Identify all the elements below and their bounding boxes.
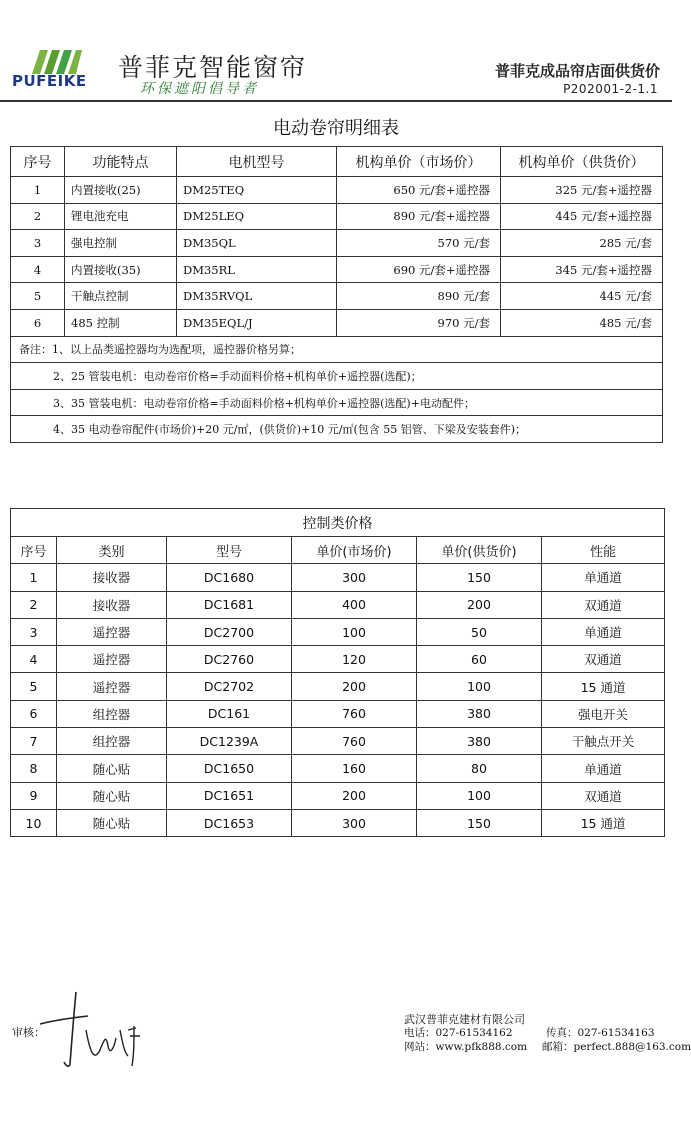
company-name: 武汉普菲克建材有限公司	[404, 1013, 525, 1026]
cell-index: 5	[11, 283, 65, 310]
table-row	[11, 283, 663, 310]
cell-supply-price: 60	[417, 646, 542, 673]
column-header: 单价(供货价)	[417, 537, 542, 564]
table-row	[11, 728, 665, 755]
cell-index: 6	[11, 309, 65, 336]
table-row	[11, 646, 665, 673]
cell-market-price: 970 元/套	[337, 309, 501, 336]
note-row	[11, 416, 663, 443]
table-row	[11, 673, 665, 700]
cell-market-price: 690 元/套+遥控器	[337, 256, 501, 283]
column-header: 类别	[57, 537, 167, 564]
cell-market-price: 120	[292, 646, 417, 673]
column-header: 机构单价（供货价）	[501, 147, 663, 177]
table-row	[11, 809, 665, 836]
cell-performance: 单通道	[542, 564, 665, 591]
cell-category: 随心贴	[57, 782, 167, 809]
table-row	[11, 309, 663, 336]
brand-slogan: 环保遮阳倡导者	[140, 81, 259, 97]
column-header: 序号	[11, 537, 57, 564]
cell-performance: 单通道	[542, 618, 665, 645]
table-row	[11, 256, 663, 283]
control-price-table	[10, 508, 665, 837]
document-heading: 普菲克成品帘店面供货价	[494, 62, 660, 80]
cell-model: DC1680	[167, 564, 292, 591]
cell-model: DM35RL	[177, 256, 337, 283]
column-header: 型号	[167, 537, 292, 564]
cell-model: DM35RVQL	[177, 283, 337, 310]
table-row	[11, 782, 665, 809]
cell-supply-price: 345 元/套+遥控器	[501, 256, 663, 283]
cell-supply-price: 100	[417, 782, 542, 809]
cell-model: DC1650	[167, 755, 292, 782]
review-label: 审核：	[12, 1026, 45, 1039]
table-row	[11, 591, 665, 618]
cell-model: DC1653	[167, 809, 292, 836]
column-header: 性能	[542, 537, 665, 564]
cell-model: DM25LEQ	[177, 203, 337, 230]
column-header: 功能特点	[65, 147, 177, 177]
cell-market-price: 650 元/套+遥控器	[337, 177, 501, 204]
cell-supply-price: 380	[417, 700, 542, 727]
cell-index: 8	[11, 755, 57, 782]
table-row	[11, 230, 663, 257]
cell-index: 1	[11, 564, 57, 591]
cell-category: 接收器	[57, 591, 167, 618]
cell-index: 2	[11, 591, 57, 618]
cell-feature: 485 控制	[65, 309, 177, 336]
cell-index: 3	[11, 618, 57, 645]
column-header: 单价(市场价)	[292, 537, 417, 564]
cell-index: 3	[11, 230, 65, 257]
motor-price-table	[10, 146, 663, 443]
table-row	[11, 700, 665, 727]
cell-model: DC1239A	[167, 728, 292, 755]
cell-supply-price: 50	[417, 618, 542, 645]
cell-feature: 干触点控制	[65, 283, 177, 310]
cell-category: 接收器	[57, 564, 167, 591]
table1-title: 电动卷帘明细表	[273, 118, 399, 139]
cell-supply-price: 325 元/套+遥控器	[501, 177, 663, 204]
cell-index: 7	[11, 728, 57, 755]
company-email: 邮箱：perfect.888@163.com	[542, 1041, 691, 1053]
cell-supply-price: 485 元/套	[501, 309, 663, 336]
company-phone: 电话：027-61534162	[404, 1027, 513, 1039]
cell-category: 遥控器	[57, 646, 167, 673]
cell-index: 4	[11, 256, 65, 283]
cell-market-price: 300	[292, 809, 417, 836]
cell-model: DM35EQL/J	[177, 309, 337, 336]
table-row	[11, 177, 663, 204]
table-row	[11, 564, 665, 591]
cell-model: DM35QL	[177, 230, 337, 257]
cell-index: 5	[11, 673, 57, 700]
cell-performance: 干触点开关	[542, 728, 665, 755]
cell-model: DC2700	[167, 618, 292, 645]
cell-performance: 单通道	[542, 755, 665, 782]
logo-leaf-icon	[30, 48, 82, 74]
company-fax: 传真：027-61534163	[546, 1027, 655, 1039]
note-text: 2、25 管装电机：电动卷帘价格=手动面料价格+机构单价+遥控器(选配)；	[11, 363, 663, 390]
cell-feature: 强电控制	[65, 230, 177, 257]
cell-supply-price: 285 元/套	[501, 230, 663, 257]
cell-market-price: 300	[292, 564, 417, 591]
cell-supply-price: 80	[417, 755, 542, 782]
cell-supply-price: 150	[417, 564, 542, 591]
cell-model: DC1681	[167, 591, 292, 618]
cell-index: 4	[11, 646, 57, 673]
cell-model: DM25TEQ	[177, 177, 337, 204]
cell-supply-price: 150	[417, 809, 542, 836]
cell-model: DC1651	[167, 782, 292, 809]
cell-category: 随心贴	[57, 755, 167, 782]
cell-market-price: 890 元/套	[337, 283, 501, 310]
document-code: P202001-2-1.1	[563, 82, 658, 96]
brand-name: 普菲克智能窗帘	[118, 53, 308, 82]
cell-performance: 强电开关	[542, 700, 665, 727]
header-divider	[0, 100, 672, 102]
note-text: 4、35 电动卷帘配件(市场价)+20 元/㎡，(供货价)+10 元/㎡(包含 55 铝管、下梁及安装套件)；	[11, 416, 663, 443]
note-row	[11, 363, 663, 390]
table-row	[11, 755, 665, 782]
note-text: 3、35 管装电机：电动卷帘价格=手动面料价格+机构单价+遥控器(选配)+电动配件；	[11, 389, 663, 416]
cell-feature: 内置接收(35)	[65, 256, 177, 283]
column-header: 电机型号	[177, 147, 337, 177]
cell-performance: 15 通道	[542, 809, 665, 836]
letterhead	[0, 0, 672, 104]
cell-category: 组控器	[57, 728, 167, 755]
cell-feature: 锂电池充电	[65, 203, 177, 230]
cell-market-price: 160	[292, 755, 417, 782]
cell-performance: 双通道	[542, 646, 665, 673]
cell-model: DC2760	[167, 646, 292, 673]
table-row	[11, 203, 663, 230]
cell-market-price: 760	[292, 728, 417, 755]
cell-market-price: 890 元/套+遥控器	[337, 203, 501, 230]
cell-index: 1	[11, 177, 65, 204]
cell-index: 9	[11, 782, 57, 809]
table-header-row	[11, 147, 663, 177]
cell-index: 2	[11, 203, 65, 230]
note-row	[11, 389, 663, 416]
cell-supply-price: 445 元/套	[501, 283, 663, 310]
cell-performance: 双通道	[542, 782, 665, 809]
cell-performance: 15 通道	[542, 673, 665, 700]
cell-index: 10	[11, 809, 57, 836]
cell-category: 组控器	[57, 700, 167, 727]
cell-market-price: 400	[292, 591, 417, 618]
column-header: 机构单价（市场价）	[337, 147, 501, 177]
logo-wordmark: PUFEIKE	[12, 72, 87, 90]
handwritten-signature	[36, 990, 146, 1070]
table2-title: 控制类价格	[11, 509, 665, 537]
note-text: 备注：1、以上品类遥控器均为选配项，遥控器价格另算；	[11, 336, 663, 363]
cell-model: DC161	[167, 700, 292, 727]
note-row	[11, 336, 663, 363]
cell-category: 随心贴	[57, 809, 167, 836]
cell-supply-price: 445 元/套+遥控器	[501, 203, 663, 230]
cell-supply-price: 380	[417, 728, 542, 755]
table-row	[11, 618, 665, 645]
cell-market-price: 200	[292, 782, 417, 809]
cell-category: 遥控器	[57, 618, 167, 645]
cell-supply-price: 100	[417, 673, 542, 700]
column-header: 序号	[11, 147, 65, 177]
cell-market-price: 570 元/套	[337, 230, 501, 257]
cell-index: 6	[11, 700, 57, 727]
cell-market-price: 760	[292, 700, 417, 727]
cell-performance: 双通道	[542, 591, 665, 618]
cell-model: DC2702	[167, 673, 292, 700]
company-website: 网站：www.pfk888.com	[404, 1041, 528, 1053]
cell-market-price: 200	[292, 673, 417, 700]
cell-supply-price: 200	[417, 591, 542, 618]
cell-market-price: 100	[292, 618, 417, 645]
cell-feature: 内置接收(25)	[65, 177, 177, 204]
table-caption-row	[11, 509, 665, 537]
table-header-row	[11, 537, 665, 564]
cell-category: 遥控器	[57, 673, 167, 700]
